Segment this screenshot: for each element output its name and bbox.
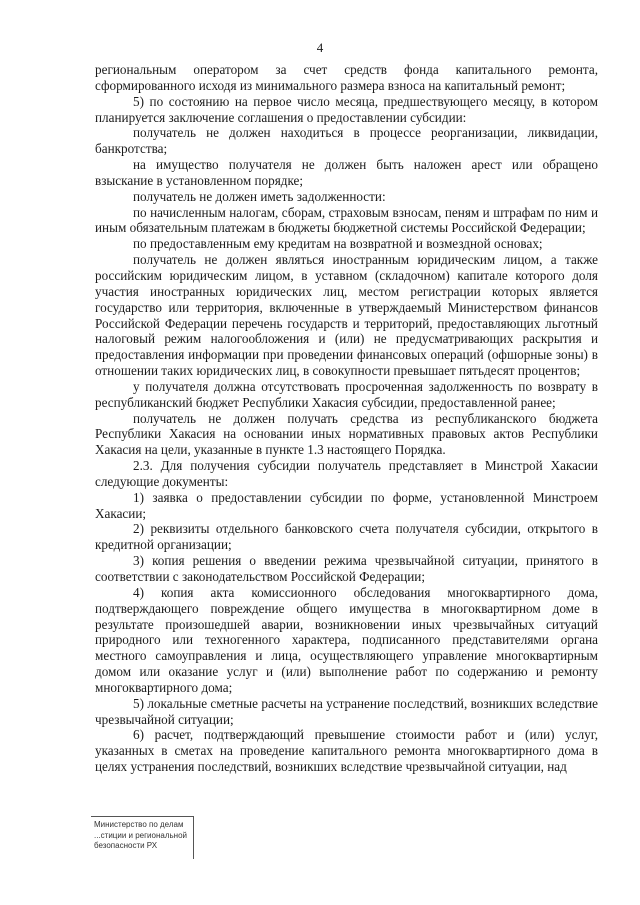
paragraph: по предоставленным ему кредитам на возвратной и возмездной основах;	[133, 236, 543, 252]
paragraph: получатель не должен иметь задолженности:	[133, 188, 386, 204]
paragraph: 5) локальные сметные расчеты на устранение последствий, возникших вследствие чрезвычайной ситуации;	[95, 695, 598, 727]
paragraph: 5) по состоянию на первое число месяца, предшествующего месяцу, в котором планируется заключение соглашения о предоставлении субсидии:	[95, 93, 598, 125]
page-number: 4	[316, 40, 324, 55]
stamp-line: безопасности РХ	[94, 841, 158, 850]
document-body	[95, 62, 598, 775]
paragraph: на имущество получателя не должен быть наложен арест или обращено взыскание в установленном порядке;	[95, 157, 598, 188]
paragraph: 2) реквизиты отдельного банковского счета получателя субсидии, открытого в кредитной организации;	[95, 521, 598, 553]
paragraph: 4) копия акта комиссионного обследования многоквартирного дома, подтверждающего повреждение общего имущества в многоквартирном доме в результате произошедшей аварии, возникновении иных чрезвычайных ситуаций природного или техногенного характера, подписанного представителями органа местного самоуправления и лица, осуществляющего управление многоквартирным домом или оказание услуг и (или) выполнение работ по содержанию и ремонту многоквартирного дома;	[95, 584, 598, 695]
paragraph: 3) копия решения о введении режима чрезвычайной ситуации, принятого в соответствии с законодательством Российской Федерации;	[95, 553, 598, 584]
paragraph: получатель не должен получать средства из республиканского бюджета Республики Хакасия на основании иных нормативных правовых актов Республики Хакасия на цели, указанные в пункте 1.3 настоящего Порядка.	[95, 410, 598, 458]
registration-stamp	[91, 816, 194, 859]
paragraph: региональным оператором за счет средств фонда капитального ремонта, сформированного исходя из минимального размера взноса на капитальный ремонт;	[95, 62, 598, 93]
stamp-line: Министерство по делам	[94, 820, 184, 829]
paragraph: 1) заявка о предоставлении субсидии по форме, установленной Минстроем Хакасии;	[95, 489, 598, 521]
paragraph: у получателя должна отсутствовать просроченная задолженность по возврату в республиканский бюджет Республики Хакасия субсидии, предоставленной ранее;	[95, 378, 598, 410]
paragraph: по начисленным налогам, сборам, страховым взносам, пеням и штрафам по ним и иным обязательным платежам в бюджеты бюджетной системы Российской Федерации;	[95, 204, 598, 236]
paragraph: получатель не должен находиться в процессе реорганизации, ликвидации, банкротства;	[95, 125, 598, 157]
stamp-line: ...стиции и региональной	[94, 830, 188, 840]
paragraph: 6) расчет, подтверждающий превышение стоимости работ и (или) услуг, указанных в сметах на проведение капитального ремонта многоквартирного дома в целях устранения последствий, возникших вследствие чрезвычайной ситуации, над	[95, 727, 598, 775]
paragraph: получатель не должен являться иностранным юридическим лицом, а также российским юридическим лицом, в уставном (складочном) капитале которого доля участия иностранных юридических лиц, местом регистрации которых является государство или территория, включенные в утверждаемый Министерством финансов Российской Федерации перечень государств и территорий, предоставляющих льготный налоговый режим налогообложения и (или) не предусматривающих раскрытия и предоставления информации при проведении финансовых операций (офшорные зоны) в отношении таких юридических лиц, в совокупности превышает пятьдесят процентов;	[95, 252, 598, 379]
paragraph: 2.3. Для получения субсидии получатель представляет в Минстрой Хакасии следующие документы:	[95, 458, 598, 489]
